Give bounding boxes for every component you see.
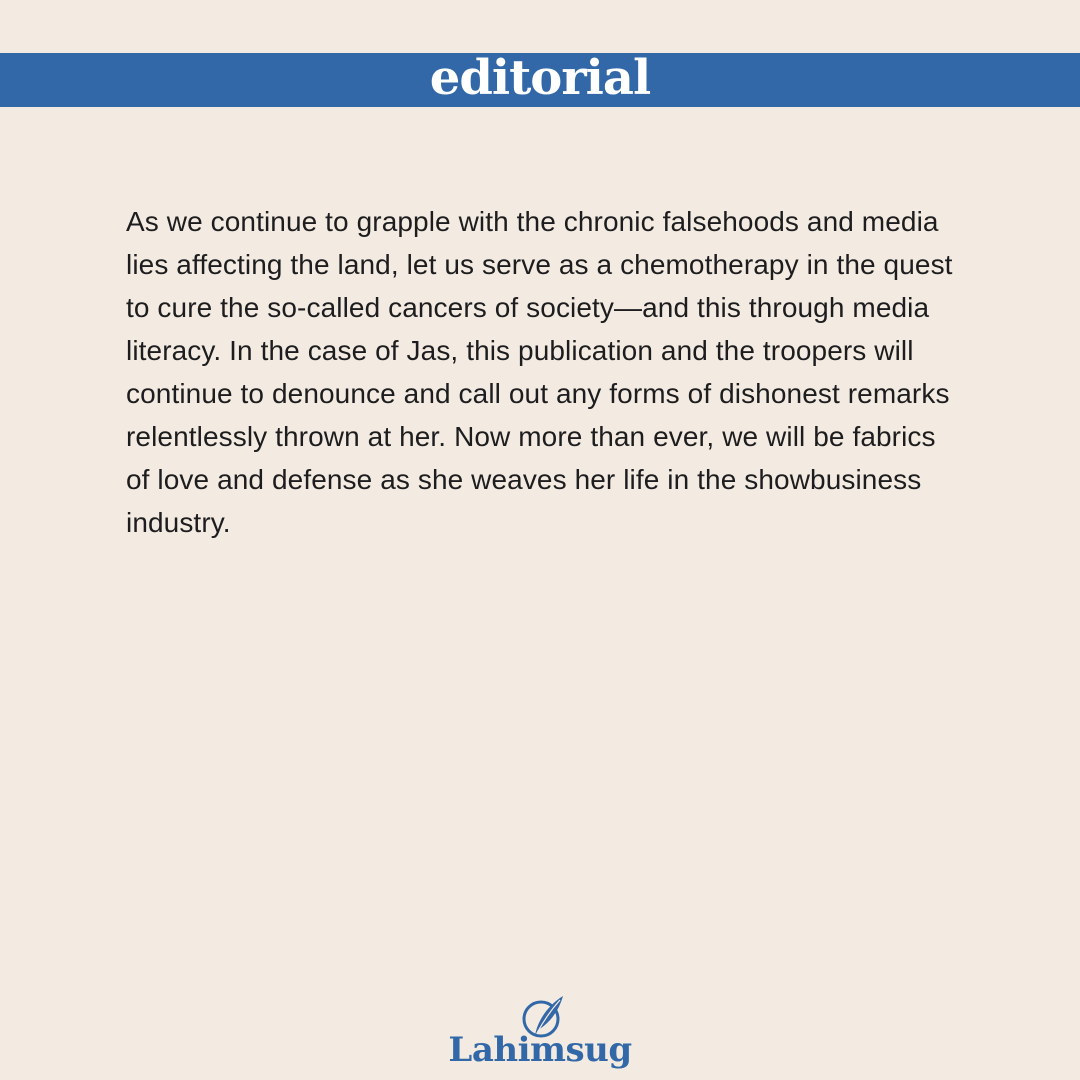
editorial-body-text: As we continue to grapple with the chronic falsehoods and media lies affecting the land, let us serve as a chemotherapy in the quest to cure the so-called cancers of society—and this through media literacy. In the case of Jas, this publication and the troopers will continue to denounce and call out any forms of dishonest remarks relentlessly thrown at her. Now more than ever, we will be fabrics of love and defense as she weaves her life in the showbusiness industry. (126, 206, 953, 538)
section-title: editorial (429, 50, 651, 106)
publication-logo (440, 990, 640, 1070)
header-banner (0, 50, 1080, 107)
brand-name: Lahimsug (448, 1030, 632, 1070)
